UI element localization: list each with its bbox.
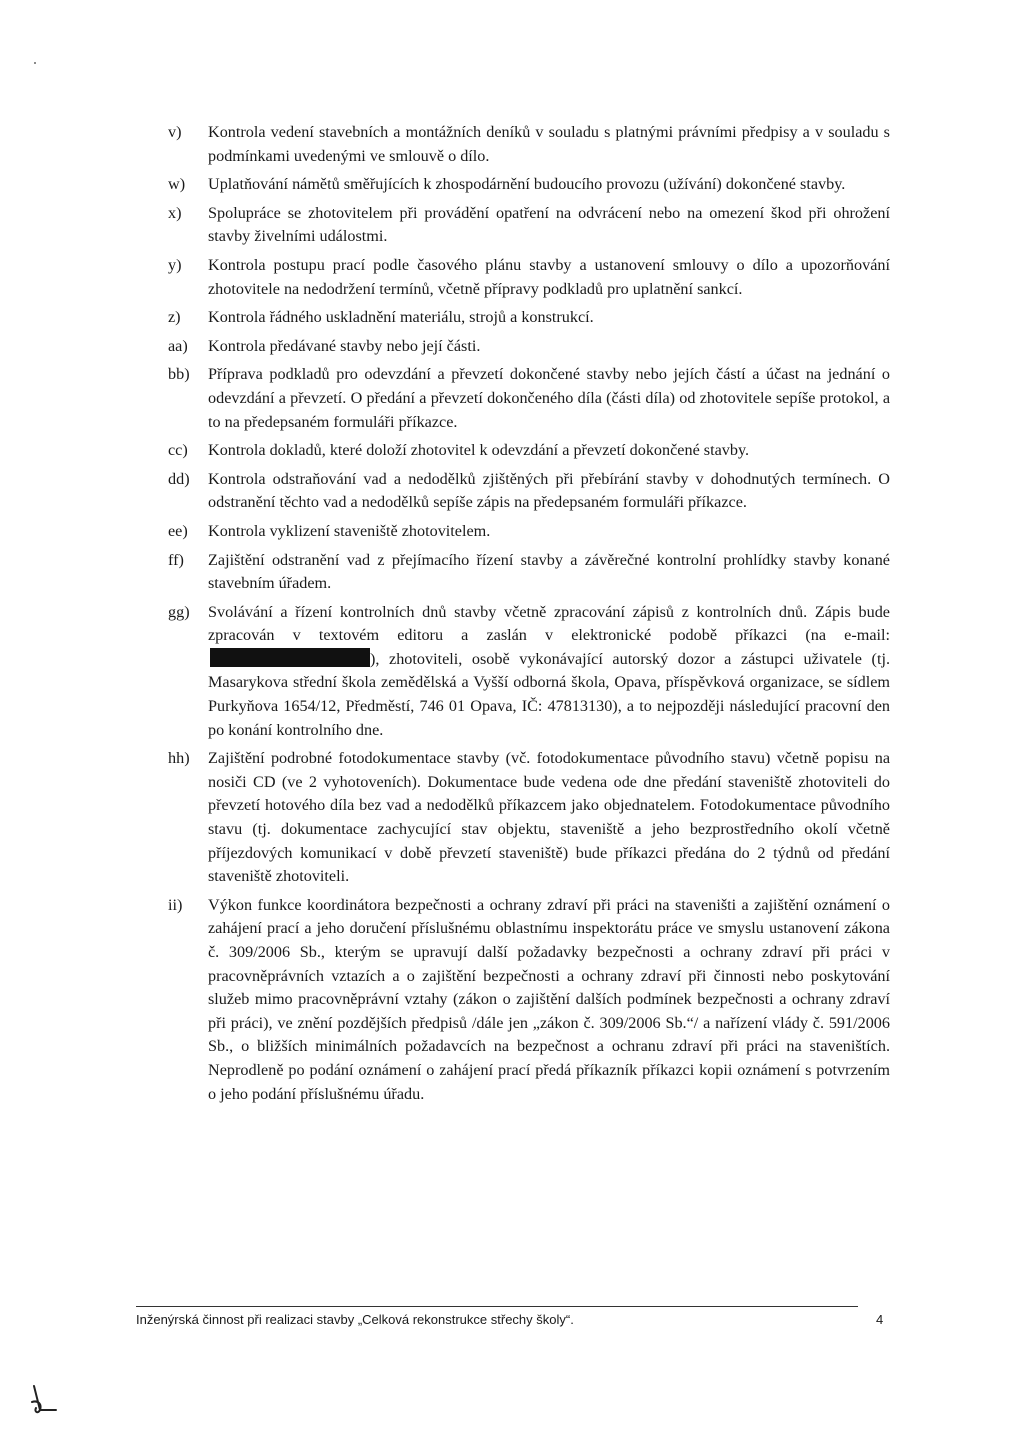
item-text: Kontrola vedení stavebních a montážních deníků v souladu s platnými právními předpisy a v souladu s podmínkami uvedenými ve smlouvě o dílo. xyxy=(208,123,890,165)
item-text: Kontrola dokladů, které doloží zhotovitel k odevzdání a převzetí dokončené stavby. xyxy=(208,441,750,460)
list-item-hh xyxy=(168,747,890,889)
item-text-after: ), zhotoviteli, osobě vykonávající autorský dozor a zástupci uživatele (tj. Masarykova střední škola zemědělská a Vyšší odborná škola, Opava, příspěvková organizace, se sídlem Purkyňova 1654/12, Předměstí, 746 01 Opava, IČ: 47813130), a to nejpozději následující pracovní den po konání kontrolního dne. xyxy=(208,649,890,739)
item-text: Kontrola vyklizení staveniště zhotovitelem. xyxy=(208,521,491,540)
item-text: Kontrola odstraňování vad a nedodělků zjištěných při přebírání stavby v dohodnutých termínech. O odstranění těchto vad a nedodělků sepíše zápis na předepsaném formuláři příkazce. xyxy=(208,469,890,512)
item-marker: aa) xyxy=(168,336,188,355)
list-item-cc xyxy=(168,439,890,463)
list-item-x xyxy=(168,202,890,249)
item-marker: hh) xyxy=(168,749,190,768)
footer-divider xyxy=(136,1306,858,1307)
page-number: 4 xyxy=(876,1312,884,1327)
item-marker: gg) xyxy=(168,602,190,621)
item-marker: x) xyxy=(168,203,182,222)
list-item-w xyxy=(168,173,890,197)
footer-title: Inženýrská činnost při realizaci stavby „Celková rekonstrukce střechy školy“. xyxy=(136,1312,574,1327)
item-text: Kontrola řádného uskladnění materiálu, strojů a konstrukcí. xyxy=(208,308,594,327)
handwritten-initials-signature xyxy=(28,1380,58,1420)
list-item-ff xyxy=(168,549,890,596)
item-marker: cc) xyxy=(168,441,188,460)
item-text: Uplatňování námětů směřujících k zhospodárnění budoucího provozu (užívání) dokončené stavby. xyxy=(208,175,846,194)
list-item-dd xyxy=(168,468,890,515)
item-text: Kontrola předávané stavby nebo její části. xyxy=(208,336,481,355)
item-marker: z) xyxy=(168,308,181,327)
list-item-bb xyxy=(168,363,890,434)
list-item-gg xyxy=(168,601,890,743)
scan-speck xyxy=(34,62,36,64)
item-text: Příprava podkladů pro odevzdání a převzetí dokončené stavby nebo jejích částí a účast na jednání o odevzdání a převzetí. O předání a převzetí dokončeného díla (části díla) od zhotovitele sepíše protokol, a to na předepsaném formuláři příkazce. xyxy=(208,365,890,431)
item-text: Spolupráce se zhotovitelem při provádění opatření na odvrácení nebo na omezení škod při ohrožení stavby živelními událostmi. xyxy=(208,203,890,246)
item-text: Kontrola postupu prací podle časového plánu stavby a ustanovení smlouvy o dílo a upozorňování zhotovitele na nedodržení termínů, včetně přípravy podkladů pro uplatnění sankcí. xyxy=(208,255,890,298)
item-text: Výkon funkce koordinátora bezpečnosti a ochrany zdraví při práci na staveništi a zajištění oznámení o zahájení prací a jeho doručení příslušnému oblastnímu inspektorátu práce ve smyslu ustanovení zákona č. 309/2006 Sb., kterým se upravují další požadavky bezpečnosti a ochrany zdraví při práci v pracovněprávních vztazích a o zajištění bezpečnosti a ochrany zdraví při činnosti nebo poskytování služeb mimo pracovněprávní vztahy (zákon o zajištění dalších podmínek bezpečnosti a ochrany zdraví při práci), ve znění pozdějších předpisů /dále jen „zákon č. 309/2006 Sb.“/ a nařízení vlády č. 591/2006 Sb., o bližších minimálních požadavcích na bezpečnost a ochranu zdraví při práci na staveništích. Neprodleně po podání oznámení o zahájení prací předá příkazník příkazci kopii oznámení s potvrzením o jeho podání příslušnému úřadu. xyxy=(208,895,890,1103)
list-item-ee xyxy=(168,520,890,544)
item-marker: ff) xyxy=(168,550,184,569)
item-marker: ee) xyxy=(168,521,188,540)
item-marker: ii) xyxy=(168,895,183,914)
item-marker: w) xyxy=(168,175,186,194)
redacted-email xyxy=(210,648,370,667)
item-marker: bb) xyxy=(168,365,190,384)
item-marker: dd) xyxy=(168,469,190,488)
list-item-ii xyxy=(168,894,890,1106)
item-marker: v) xyxy=(168,123,182,141)
item-text: Zajištění odstranění vad z přejímacího řízení stavby a závěrečné kontrolní prohlídky stavby konané stavebním úřadem. xyxy=(208,550,890,593)
item-marker: y) xyxy=(168,255,182,274)
list-item-aa xyxy=(168,335,890,359)
list-item-y xyxy=(168,254,890,301)
list-item-v xyxy=(168,121,890,168)
item-text-before: Svolávání a řízení kontrolních dnů stavby včetně zpracování zápisů z kontrolních dnů. Zápis bude zpracován v textovém editoru a zaslán v elektronické podobě příkazci (na e-mail: xyxy=(208,602,890,645)
list-item-z xyxy=(168,306,890,330)
obligations-list xyxy=(168,121,890,1106)
item-text: Zajištění podrobné fotodokumentace stavby (vč. fotodokumentace původního stavu) včetně popisu na nosiči CD (ve 2 vyhotoveních). Dokumentace bude vedena ode dne předání staveniště zhotoviteli do převzetí hotového díla bez vad a nedodělků příkazcem jako objednatelem. Fotodokumentace původního stavu (tj. dokumentace zachycující stav objektu, staveniště a jeho bezprostředního okolí včetně příjezdových komunikací v době převzetí staveniště) bude příkazci předána do 2 týdnů od předání staveniště zhotoviteli. xyxy=(208,749,890,886)
